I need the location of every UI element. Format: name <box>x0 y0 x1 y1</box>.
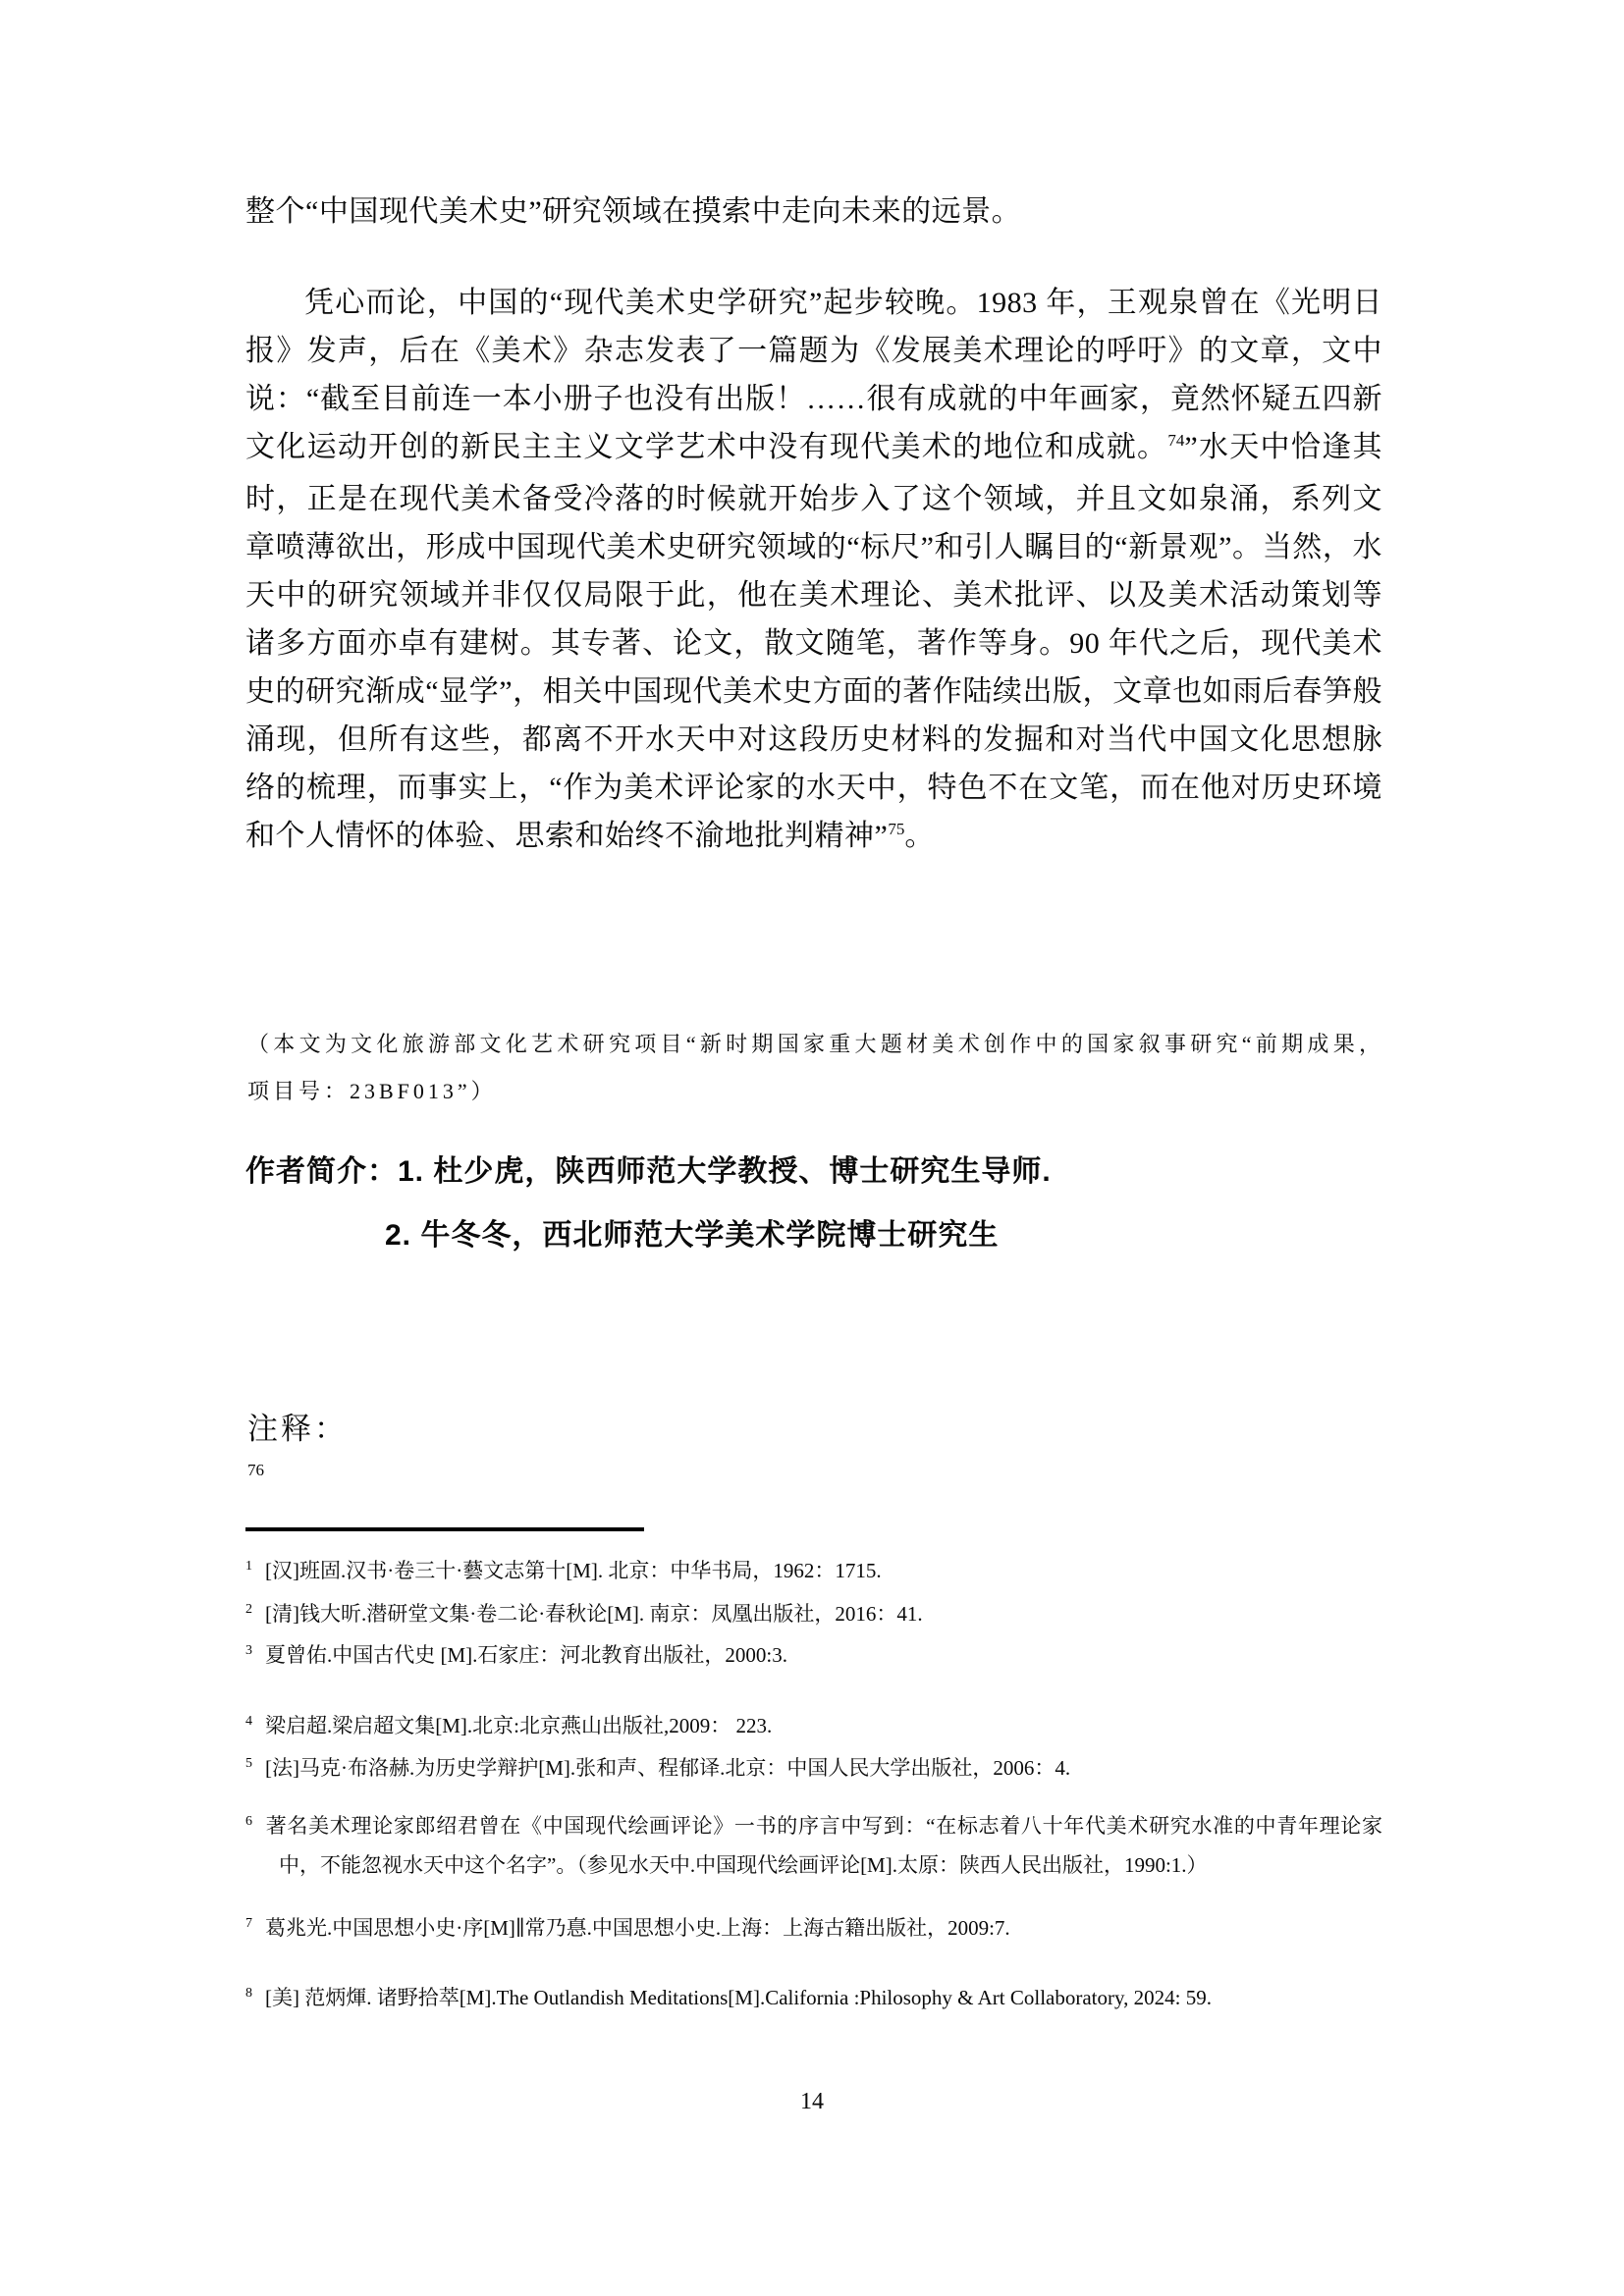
footnote-number: 1 <box>245 1559 252 1574</box>
footnote-number: 6 <box>245 1814 252 1829</box>
footnote-separator-rule <box>245 1527 644 1531</box>
page-number: 14 <box>800 2089 824 2114</box>
author-bio-line-1: 作者简介：1. 杜少虎，陕西师范大学教授、博士研究生导师. <box>245 1155 1052 1188</box>
footnote-item-3 <box>245 1637 1382 1677</box>
footnote-number: 8 <box>245 1986 252 2001</box>
footnote-text: 葛兆光.中国思想小史·序[M]∥常乃惪.中国思想小史.上海：上海古籍出版社，2009:7. <box>265 1916 1010 1940</box>
body-paragraph <box>245 279 1382 864</box>
footnotes-section <box>245 1553 1382 2019</box>
footnote-item-4 <box>245 1708 1382 1747</box>
footnote-text: 梁启超.梁启超文集[M].北京:北京燕山出版社,2009： 223. <box>265 1714 773 1737</box>
footnote-number: 2 <box>245 1602 252 1617</box>
notes-heading: 注释： <box>247 1412 348 1446</box>
main-text-block <box>245 187 1382 864</box>
author-bio-line-2: 2. 牛冬冬，西北师范大学美术学院博士研究生 <box>385 1219 1000 1252</box>
footnote-text: 著名美术理论家郎绍君曾在《中国现代绘画评论》一书的序言中写到：“在标志着八十年代美术研究水准的中青年理论家中，不能忽视水天中这个名字”。（参见水天中.中国现代绘画评论[M].太原：陕西人民出版社，1990:1.） <box>265 1814 1382 1877</box>
footnote-item-8 <box>245 1980 1382 2019</box>
body-paragraph-continued: 整个“中国现代美术史”研究领域在摸索中走向未来的远景。 <box>245 195 1022 228</box>
footnote-reference-76: 76 <box>247 1461 264 1479</box>
body-paragraph-part-b: ”水天中恰逢其时，正是在现代美术备受冷落的时候就开始步入了这个领域，并且文如泉涌，系列文章喷薄欲出，形成中国现代美术史研究领域的“标尺”和引人瞩目的“新景观”。当然，水天中的研究领域并非仅仅局限于此，他在美术理论、美术批评、以及美术活动策划等诸多方面亦卓有建树。其专著、论文，散文随笔，著作等身。90 年代之后，现代美术史的研究渐成“显学”，相关中国现代美术史方面的著作陆续出版，文章也如雨后春笋般涌现，但所有这些，都离不开水天中对这段历史材料的发掘和对当代中国文化思想脉络的梳理，而事实上，“作为美术评论家的水天中，特色不在文笔，而在他对历史环境和个人情怀的体验、思索和始终不渝地批判精神” <box>245 431 1382 852</box>
footnote-number: 7 <box>245 1916 252 1931</box>
footnote-item-5 <box>245 1750 1382 1789</box>
body-paragraph-part-a: 凭心而论，中国的“现代美术史学研究”起步较晚。1983 年，王观泉曾在《光明日报》发声，后在《美术》杂志发表了一篇题为《发展美术理论的呼吁》的文章，文中说：“截至目前连一本小册子也没有出版！……很有成就的中年画家，竟然怀疑五四新文化运动开创的新民主主义文学艺术中没有现代美术的地位和成就。 <box>245 287 1382 463</box>
footnote-reference-74: 74 <box>1167 431 1185 450</box>
footnote-item-6 <box>245 1808 1382 1883</box>
body-paragraph-part-c: 。 <box>904 820 935 852</box>
footnote-text: 夏曾佑.中国古代史 [M].石家庄：河北教育出版社，2000:3. <box>265 1643 787 1667</box>
footnote-item-7 <box>245 1910 1382 1949</box>
footnote-number: 3 <box>245 1643 252 1658</box>
footnote-item-2 <box>245 1596 1382 1635</box>
footnote-text: [美] 范炳煇. 诸野拾萃[M].The Outlandish Meditations[M].California :Philosophy & Art Collaboratory, 2024: 59. <box>265 1986 1212 2009</box>
footnote-number: 5 <box>245 1756 252 1771</box>
footnote-text: [清]钱大昕.潜研堂文集·卷二论·春秋论[M]. 南京：凤凰出版社，2016：41. <box>265 1602 923 1626</box>
project-funding-note: （本文为文化旅游部文化艺术研究项目“新时期国家重大题材美术创作中的国家叙事研究“前期成果，项目号：23BF013”） <box>247 1032 1384 1103</box>
footnote-text: [汉]班固.汉书·卷三十·藝文志第十[M]. 北京：中华书局，1962：1715. <box>265 1559 882 1582</box>
footnote-number: 4 <box>245 1714 252 1729</box>
footnote-item-1 <box>245 1553 1382 1592</box>
footnote-text: [法]马克·布洛赫.为历史学辩护[M].张和声、程郁译.北京：中国人民大学出版社，2006：4. <box>265 1756 1071 1780</box>
footnote-reference-75: 75 <box>888 820 905 838</box>
